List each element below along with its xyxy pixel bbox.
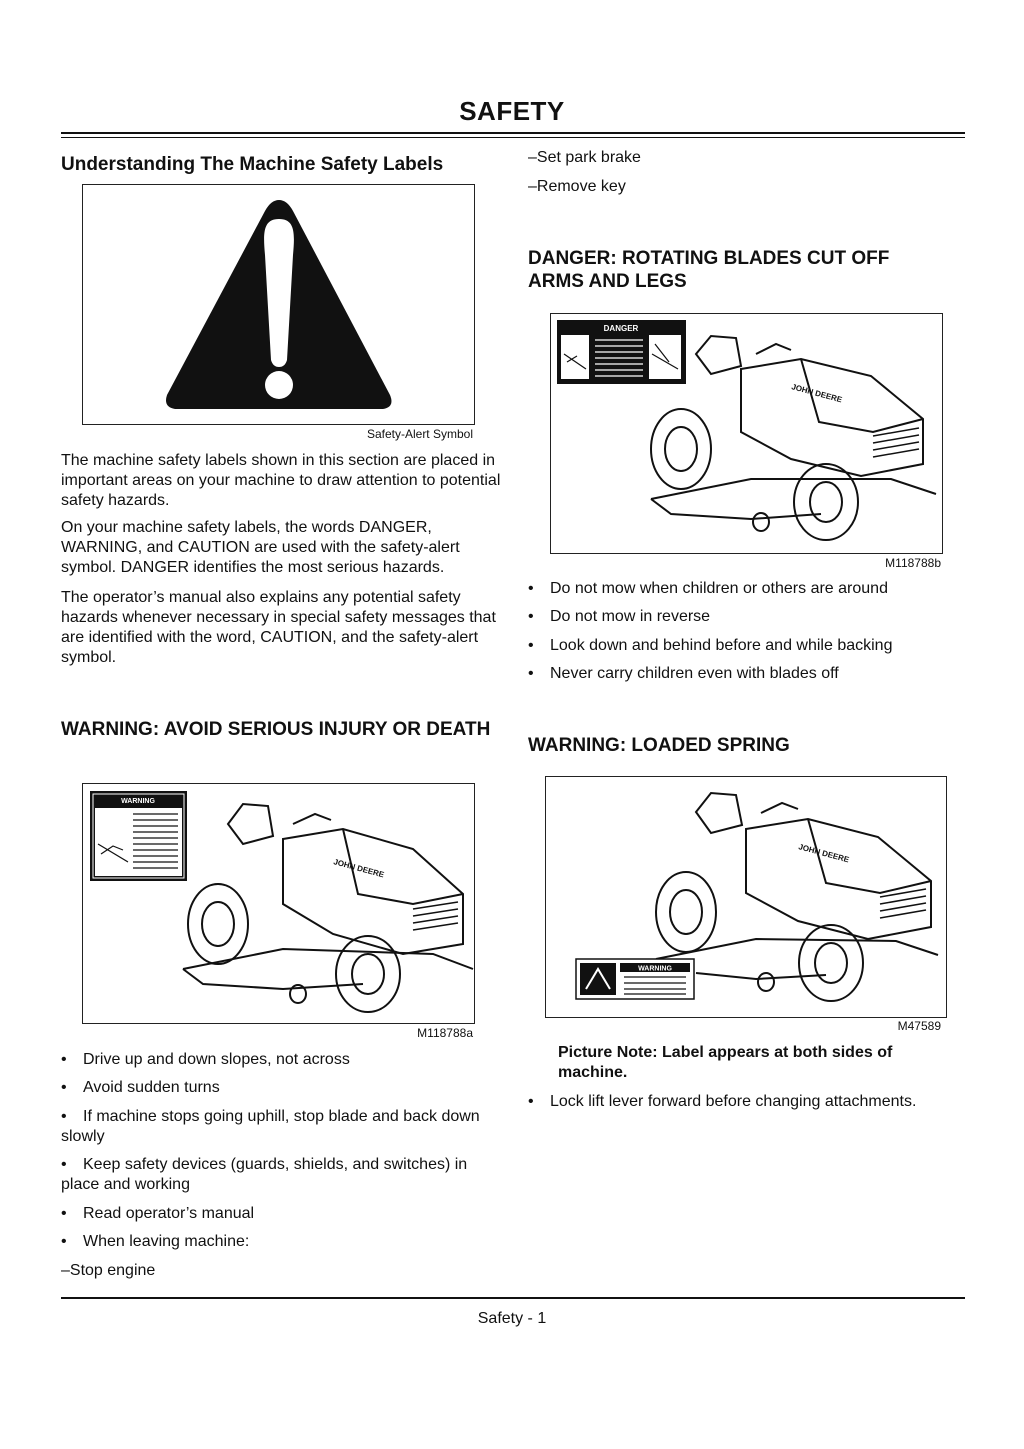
sub-list-item: –Set park brake — [528, 149, 641, 166]
list-item: • Read operator’s manual — [61, 1205, 255, 1222]
section-heading-rotating-blades: DANGER: ROTATING BLADES CUT OFF ARMS AND LEGS — [528, 248, 890, 292]
section-heading-safety-labels: Understanding The Machine Safety Labels — [61, 154, 444, 175]
list-item: • Avoid sudden turns — [61, 1079, 220, 1096]
list-item: • Look down and behind before and while backing — [528, 637, 893, 654]
list-item: • Do not mow in reverse — [528, 608, 711, 625]
list-item: • If machine stops going uphill, stop blade and back down slowly — [61, 1108, 480, 1145]
sub-list-item: –Remove key — [528, 178, 626, 195]
lawn-tractor-icon — [183, 804, 473, 1012]
page-title: SAFETY — [459, 96, 565, 126]
header-rule-thick — [61, 132, 965, 134]
lawn-tractor-icon — [651, 336, 936, 540]
mower-figure-rotating-blades — [550, 313, 943, 554]
list-item: • Drive up and down slopes, not across — [61, 1051, 350, 1068]
decal-title: WARNING — [638, 965, 672, 973]
svg-text:JOHN DEERE: JOHN DEERE — [332, 857, 386, 880]
figure-id: M118788b — [885, 556, 941, 570]
paragraph: On your machine safety labels, the words DANGER, WARNING, and CAUTION are used with the safety-alert symbol. DANGER identifies the most serious hazards. — [61, 519, 460, 576]
mower-figure-avoid-injury — [82, 783, 475, 1024]
safety-alert-symbol-icon — [83, 185, 474, 424]
list-item: • Keep safety devices (guards, shields, and switches) in place and working — [61, 1156, 468, 1193]
picture-note: Picture Note: Label appears at both sides of machine. — [558, 1044, 893, 1081]
list-item: • Lock lift lever forward before changing attachments. — [528, 1093, 917, 1110]
figure-id: M118788a — [417, 1026, 473, 1040]
safety-label-decal-icon — [576, 959, 694, 999]
safety-label-decal-icon — [90, 791, 187, 881]
section-heading-avoid-injury: WARNING: AVOID SERIOUS INJURY OR DEATH — [61, 719, 491, 740]
paragraph: The machine safety labels shown in this section are placed in important areas on your machine to draw attention to potential safety hazards. — [61, 452, 501, 509]
paragraph: The operator’s manual also explains any potential safety hazards whenever necessary in special safety messages that are identified with the word, CAUTION, and the safety-alert symbol. — [61, 589, 496, 666]
sub-list-item: –Stop engine — [61, 1262, 156, 1279]
decal-title: DANGER — [603, 324, 639, 333]
figure-id: M47589 — [897, 1019, 941, 1033]
section-heading-loaded-spring: WARNING: LOADED SPRING — [528, 735, 790, 756]
list-item: • Never carry children even with blades off — [528, 665, 839, 682]
svg-text:JOHN DEERE: JOHN DEERE — [797, 842, 851, 865]
list-item: • Do not mow when children or others are around — [528, 580, 888, 597]
mower-figure-loaded-spring — [545, 776, 947, 1018]
lawn-tractor-icon — [656, 793, 938, 1001]
footer-rule — [61, 1297, 965, 1299]
header-rule-thin — [61, 137, 965, 138]
list-item: • When leaving machine: — [61, 1233, 250, 1250]
page-number: Safety - 1 — [477, 1310, 547, 1327]
safety-label-decal-icon — [557, 320, 686, 384]
safety-alert-figure — [82, 184, 475, 425]
figure-caption: Safety-Alert Symbol — [366, 427, 473, 441]
svg-text:JOHN DEERE: JOHN DEERE — [790, 382, 844, 405]
decal-title: WARNING — [121, 798, 155, 805]
